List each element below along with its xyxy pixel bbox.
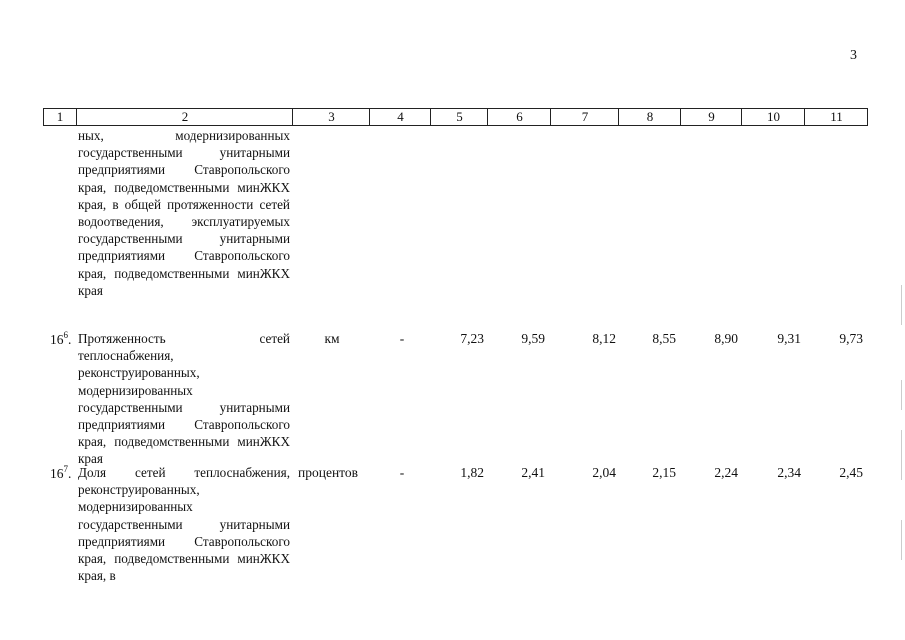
value-cell: 9,73 <box>839 331 863 346</box>
header-cell: 6 <box>487 109 551 125</box>
value-cell: 8,12 <box>592 331 616 346</box>
value-cell: 2,45 <box>839 465 863 480</box>
value-cell: 1,82 <box>460 465 484 480</box>
row-description: Протяженность сетей теплоснабжения, реконструированных, модернизированных государственными унитарными предприятиями Ставропольского края, подведомственными минЖКХ края <box>78 331 290 467</box>
scan-mark <box>901 430 902 480</box>
value-cell: 8,90 <box>714 331 738 346</box>
value-cell: 9,59 <box>521 331 545 346</box>
value-cell: 8,55 <box>652 331 676 346</box>
value-cell: 9,31 <box>777 331 801 346</box>
table-header-row <box>43 108 868 126</box>
header-cell: 2 <box>76 109 293 125</box>
header-cell: 1 <box>56 109 64 124</box>
header-cell: 8 <box>618 109 681 125</box>
value-cell: 2,04 <box>592 465 616 480</box>
header-cell: 11 <box>804 109 868 125</box>
row-description: ных, модернизированных государственными унитарными предприятиями Ставропольского края, подведомственными минЖКХ края, в общей протяженности сетей водоотведения, эксплуатируемых государственными унитарными предприятиями Ставропольского края, подведомственными минЖКХ края <box>78 128 290 298</box>
header-cell: 4 <box>369 109 431 125</box>
value-cell: 7,23 <box>460 331 484 346</box>
header-cell: 3 <box>292 109 370 125</box>
value-cell: 2,34 <box>777 465 801 480</box>
header-cell: 5 <box>430 109 488 125</box>
header-cell: 9 <box>680 109 742 125</box>
page-number: 3 <box>850 48 857 63</box>
row-number: $16^7$. <box>50 464 72 481</box>
scan-mark <box>901 520 902 560</box>
unit-cell: процентов <box>298 465 359 480</box>
header-cell: 10 <box>741 109 805 125</box>
unit-cell: км <box>324 331 340 346</box>
scan-mark <box>901 285 902 325</box>
scan-mark <box>901 380 902 410</box>
row-description: Доля сетей теплоснабжения, реконструированных, модернизированных государственными унитарными предприятиями Ставропольского края, подведомственными минЖКХ края, в <box>78 465 290 584</box>
value-cell: 2,15 <box>652 465 676 480</box>
value-cell: 2,41 <box>521 465 545 480</box>
row-number: $16^6$. <box>50 330 72 347</box>
value-cell: 2,24 <box>714 465 738 480</box>
col4-cell: - <box>399 465 405 480</box>
col4-cell: - <box>399 331 405 346</box>
header-cell: 7 <box>550 109 619 125</box>
